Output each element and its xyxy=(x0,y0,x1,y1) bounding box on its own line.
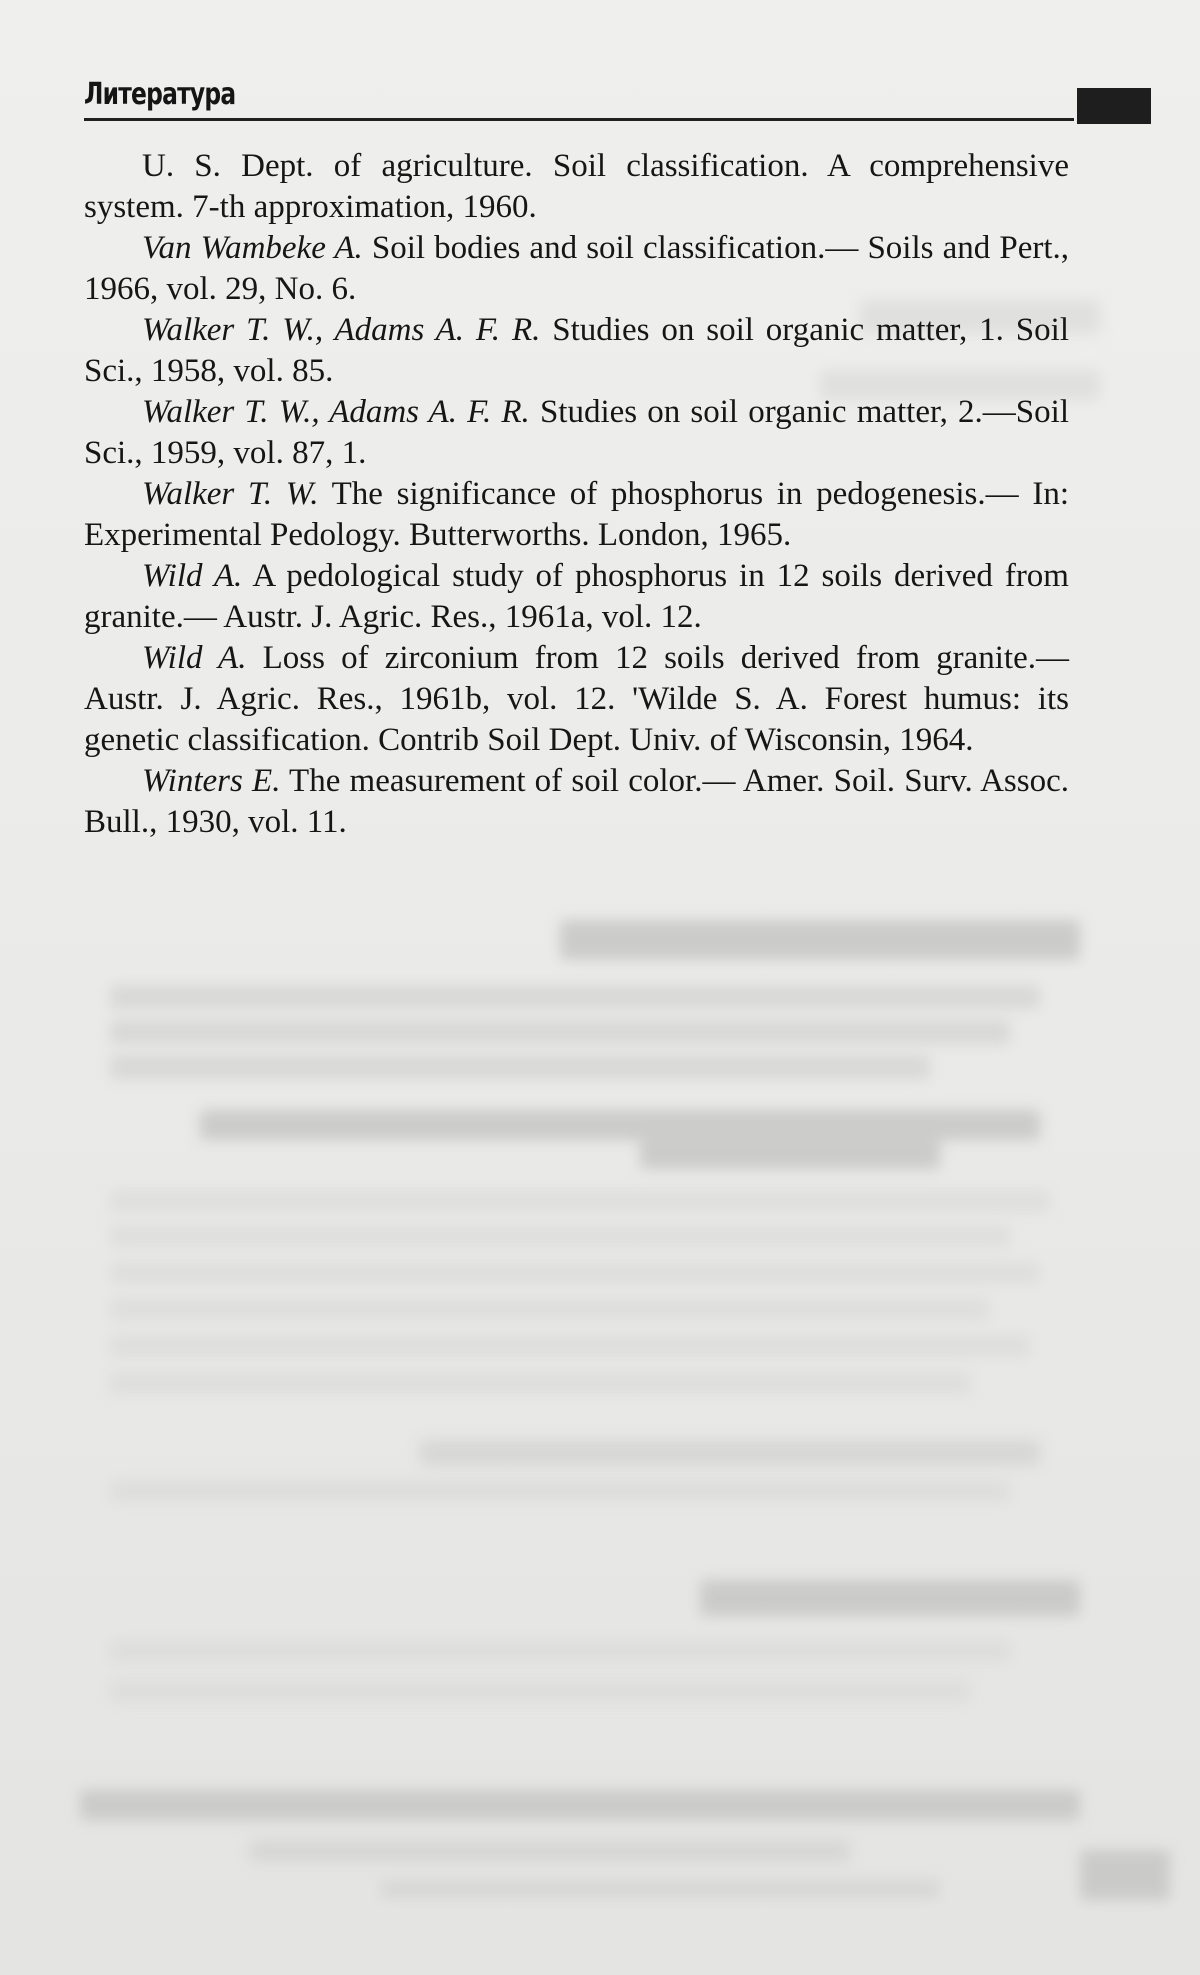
reference-entry xyxy=(84,228,1069,310)
reference-author: Van Wambeke A. xyxy=(142,230,363,266)
bleed-through-shadow xyxy=(110,1262,1040,1284)
reference-entry xyxy=(84,392,1069,474)
bleed-through-shadow xyxy=(110,1225,1010,1247)
reference-entry xyxy=(84,146,1069,228)
reference-text: The measurement of soil color.— Amer. Soil. Surv. Assoc. Bull., 1930, vol. 11. xyxy=(84,763,1070,840)
reference-entry xyxy=(84,556,1069,638)
reference-author: Wild A. xyxy=(142,558,243,594)
reference-author: Wild A. xyxy=(142,640,247,676)
bleed-through-shadow xyxy=(110,1480,1010,1502)
bleed-through-shadow xyxy=(110,1190,1050,1212)
bleed-through-shadow xyxy=(640,1135,940,1169)
reference-entry xyxy=(84,761,1069,843)
header-rule xyxy=(84,118,1074,121)
bleed-through-shadow xyxy=(380,1880,940,1898)
reference-text: Loss of zirconium from 12 soils derived from granite.—Austr. J. Agric. Res., 1961b, vol. 12. 'Wilde S. A. Forest humus: its genetic classification. Contrib Soil Dept. Univ. of Wisconsin, 1964. xyxy=(84,640,1069,758)
running-header xyxy=(84,78,1152,124)
bleed-through-shadow xyxy=(110,1020,1010,1044)
bleed-through-shadow xyxy=(1080,1850,1170,1900)
bleed-through-shadow xyxy=(250,1840,850,1862)
reference-text: Studies on soil organic matter, 1. Soil Sci., 1958, vol. 85. xyxy=(84,312,1069,389)
bleed-through-shadow xyxy=(110,1372,970,1394)
bleed-through-shadow xyxy=(110,1335,1030,1357)
bleed-through-shadow xyxy=(110,985,1040,1009)
bleed-through-shadow xyxy=(110,1640,1010,1662)
reference-text: A pedological study of phosphorus in 12 soils derived from granite.— Austr. J. Agric. Res., 1961a, vol. 12. xyxy=(84,558,1069,635)
reference-entry xyxy=(84,310,1069,392)
reference-entry xyxy=(84,474,1069,556)
bleed-through-shadow xyxy=(700,1580,1080,1616)
reference-author: Walker T. W., Adams A. F. R. xyxy=(142,312,541,348)
reference-text: The significance of phosphorus in pedogenesis.— In: Experimental Pedology. Butterworths. London, 1965. xyxy=(84,476,1069,553)
reference-author: Walker T. W., Adams A. F. R. xyxy=(142,394,530,430)
reference-text: U. S. Dept. of agriculture. Soil classification. A comprehensive system. 7-th approximation, 1960. xyxy=(84,148,1069,225)
reference-author: Walker T. W. xyxy=(142,476,319,512)
bleed-through-shadow xyxy=(110,1298,990,1320)
reference-text: Studies on soil organic matter, 2.—Soil Sci., 1959, vol. 87, 1. xyxy=(84,394,1069,471)
bleed-through-shadow xyxy=(560,920,1080,960)
reference-author: Winters E. xyxy=(142,763,281,799)
bleed-through-shadow xyxy=(80,1790,1080,1820)
bleed-through-shadow xyxy=(420,1440,1040,1466)
reference-entry xyxy=(84,638,1069,761)
section-title: Литература xyxy=(84,77,236,112)
reference-text: Soil bodies and soil classification.— Soils and Pert., 1966, vol. 29, No. 6. xyxy=(84,230,1069,307)
bleed-through-shadow xyxy=(110,1055,930,1079)
reference-list xyxy=(84,146,1069,843)
thumb-index-tab xyxy=(1077,88,1151,124)
bleed-through-shadow xyxy=(110,1680,970,1702)
